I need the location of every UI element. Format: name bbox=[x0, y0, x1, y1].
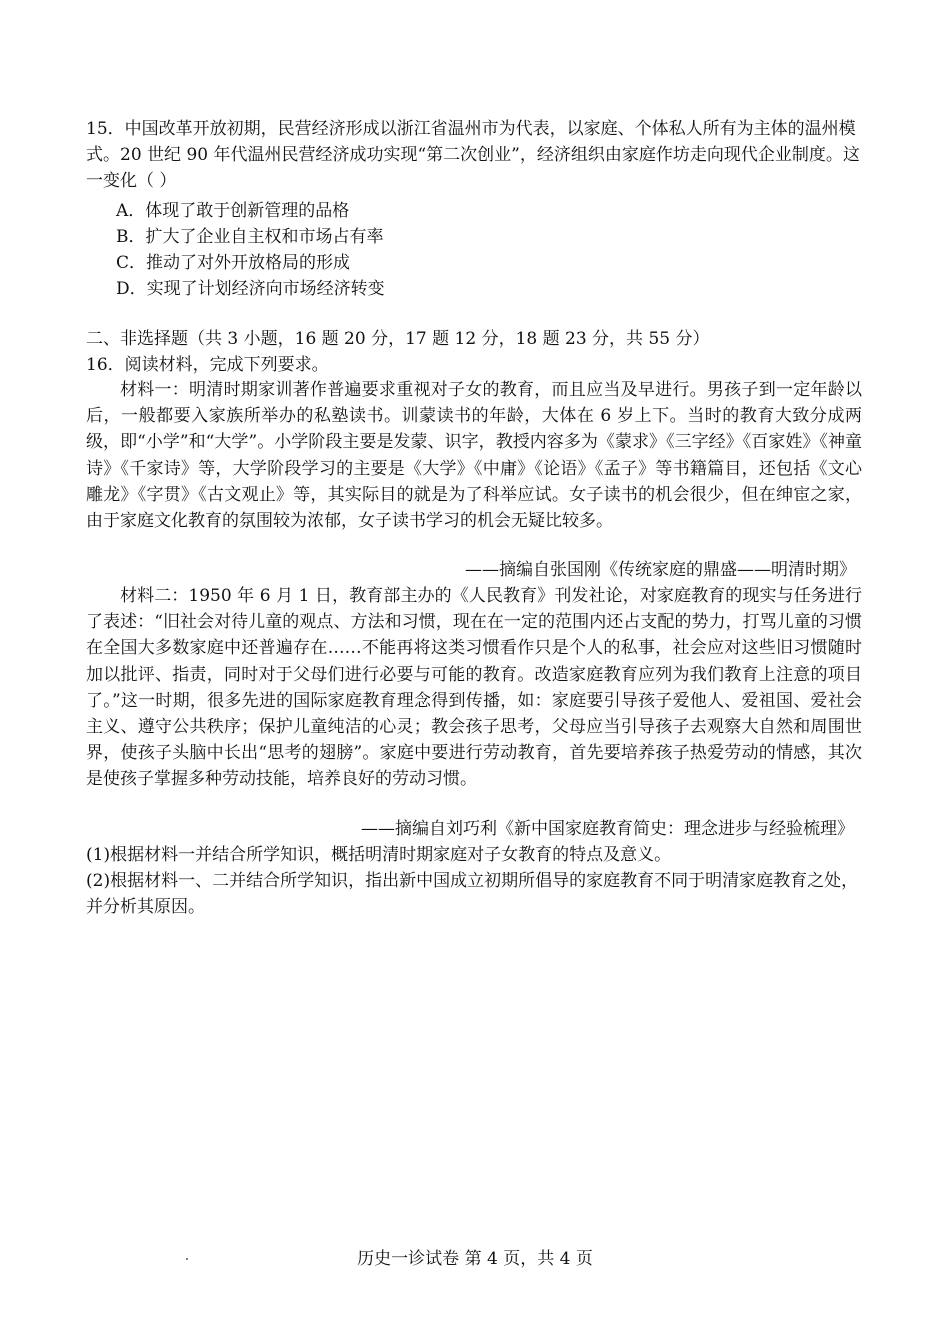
sub-question-2: (2)根据材料一、二并结合所学知识，指出新中国成立初期所倡导的家庭教育不同于明清家庭教育之处，并分析其原因。 bbox=[86, 871, 859, 917]
question-15 bbox=[86, 116, 866, 194]
material-2: 材料二：1950 年 6 月 1 日，教育部主办的《人民教育》刊发社论，对家庭教育的现实与任务进行了表述：“旧社会对待儿童的观点、方法和习惯，现在在一定的范围内还占支配的势力，打骂儿童的习惯在全国大多数家庭中还普遍存在……不能再将这类习惯看作只是个人的私事，社会应对这些旧习惯随时加以批评、指责，同时对于父母们进行必要与可能的教育。改造家庭教育应列为我们教育上注意的项目了。”这一时期，很多先进的国际家庭教育理念得到传播，如：家庭要引导孩子爱他人、爱祖国、爱社会主义、遵守公共秩序；保护儿童纯洁的心灵；教会孩子思考，父母应当引导孩子去观察大自然和周围世界，使孩子头脑中长出“思考的翅膀”。家庭中要进行劳动教育，首先要培养孩子热爱劳动的情感，其次是使孩子掌握多种劳动技能，培养良好的劳动习惯。 bbox=[86, 586, 862, 790]
question-16-intro: 16．阅读材料，完成下列要求。 bbox=[86, 355, 329, 375]
material-2-source: ——摘编自刘巧利《新中国家庭教育简史：理念进步与经验梳理》 bbox=[361, 819, 854, 839]
page-footer: 历史一诊试卷 第 4 页，共 4 页 bbox=[357, 1249, 593, 1269]
sub-question-1: (1)根据材料一并结合所学知识，概括明清时期家庭对子女教育的特点及意义。 bbox=[86, 845, 672, 865]
question-15-options bbox=[116, 198, 896, 302]
option-b: B．扩大了企业自主权和市场占有率 bbox=[116, 227, 384, 247]
question-15-stem: 15．中国改革开放初期，民营经济形成以浙江省温州市为代表，以家庭、个体私人所有为主体的温州模式。20 世纪 90 年代温州民营经济成功实现“第二次创业”，经济组织由家庭作坊走向现代企业制度。这一变化（ ） bbox=[86, 119, 860, 191]
option-c: C．推动了对外开放格局的形成 bbox=[116, 253, 351, 273]
option-a: A．体现了敢于创新管理的品格 bbox=[116, 201, 350, 221]
material-1: 材料一：明清时期家训著作普遍要求重视对子女的教育，而且应当及早进行。男孩子到一定年龄以后，一般都要入家族所举办的私塾读书。训蒙读书的年龄，大体在 6 岁上下。当时的教育大致分成两级，即“小学”和“大学”。小学阶段主要是发蒙、识字，教授内容多为《蒙求》《三字经》《百家姓》《神童诗》《千家诗》等，大学阶段学习的主要是《大学》《中庸》《论语》《孟子》等书籍篇目，还包括《文心雕龙》《字贯》《古文观止》等，其实际目的就是为了科举应试。女子读书的机会很少，但在绅宦之家，由于家庭文化教育的氛围较为浓郁，女子读书学习的机会无疑比较多。 bbox=[86, 380, 862, 532]
option-d: D．实现了计划经济向市场经济转变 bbox=[116, 279, 385, 299]
material-1-source: ——摘编自张国刚《传统家庭的鼎盛——明清时期》 bbox=[465, 560, 856, 580]
section-2-heading: 二、非选择题（共 3 小题，16 题 20 分，17 题 12 分，18 题 23 分，共 55 分） bbox=[86, 329, 710, 349]
